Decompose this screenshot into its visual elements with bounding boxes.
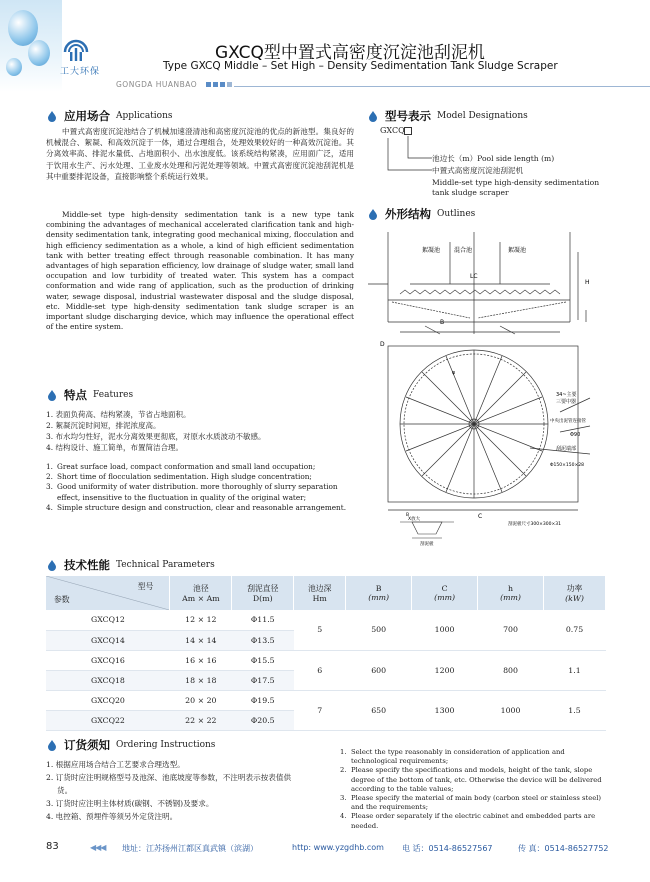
label-bottom-2: 刮泥板尺寸300×300×31 (508, 522, 561, 527)
water-drop-icon (46, 559, 58, 571)
label-floc-1: 絮凝池 (422, 247, 441, 254)
brand-bar (116, 78, 650, 92)
water-drop-icon (46, 739, 58, 751)
list-item: 2. 订货时应注明规格型号及池深、池底坡度等参数，不注明表示按表值供货。 (46, 773, 292, 795)
list-item: 1. 表面负荷高、结构紧凑，节省占地面积。 (46, 410, 191, 419)
table-row: GXCQ12 12 × 12 Φ11.5 5 500 1000 700 0.75 (46, 610, 606, 630)
table-header-corner: 型号 参数 (46, 576, 170, 610)
table-row: GXCQ16 16 × 16 Φ15.5 6 600 1200 800 1.1 (46, 650, 606, 670)
table-header: B (mm) (346, 576, 412, 610)
params-heading (46, 557, 215, 573)
page-title-cn: GXCQ型中置式高密度沉淀池刮泥机 (215, 43, 485, 63)
water-drop-icon (46, 110, 58, 122)
table-header-row (46, 576, 606, 610)
brand-text: GONGDA HUANBAO (116, 80, 198, 89)
water-splash-image (0, 0, 62, 92)
list-item: 2. Please specify the specifications and models, height of the tank, slope degree of the bottom of tank, etc. Otherwise the device will be delivered according to the table values; (340, 766, 602, 793)
plan-view (388, 346, 590, 510)
applications-heading (46, 108, 173, 124)
water-drop-icon (367, 208, 379, 220)
features-list-en (46, 462, 346, 513)
table-row: GXCQ18 18 × 18 Φ17.5 (46, 670, 606, 690)
params-table (46, 576, 606, 731)
label-floc-2: 絮凝池 (508, 247, 527, 254)
label-mix: 混合池 (454, 247, 473, 254)
params-title-en: Technical Parameters (116, 560, 215, 570)
ordering-heading (46, 737, 215, 753)
ordering-list-en (340, 748, 610, 831)
model-heading (367, 108, 528, 124)
table-row: GXCQ20 20 × 20 Φ19.5 7 650 1300 1000 1.5 (46, 690, 606, 710)
params-title-cn: 技术性能 (64, 558, 110, 572)
table-row: GXCQ22 22 × 22 Φ20.5 (46, 710, 606, 730)
list-item: 4. Please order separately if the electric cabinet and embedded parts are needed. (340, 812, 596, 830)
ordering-title-cn: 订货须知 (64, 738, 110, 752)
label-side-4: Φ90 (570, 432, 581, 438)
model-desc-1: 池边长（m）Pool side length (m) (432, 154, 555, 163)
page-title-en: Type GXCQ Middle – Set High – Density Sedimentation Tank Sludge Scraper (163, 60, 558, 72)
table-header: 功率 (kW) (544, 576, 606, 610)
hatch-rake (400, 290, 560, 294)
label-b: B (440, 319, 445, 326)
label-side-3: 中央出泥管连接管 (550, 419, 586, 424)
list-item: 2. 絮凝沉淀时间短，排泥浓度高。 (46, 421, 161, 430)
list-item: 3. Good uniformity of water distribution. more thoroughly of slurry separation effect, insensitive to the fluctuation in quality of the original water; (46, 482, 338, 502)
features-title-cn: 特点 (64, 388, 87, 402)
table-header: 池径 Am × Am (170, 576, 232, 610)
label-bottom-4: 刮泥板 (420, 542, 434, 547)
label-bottom-1: B (406, 513, 410, 518)
water-drop-icon (46, 389, 58, 401)
label-d: D (380, 341, 385, 348)
list-item: 4. Simple structure design and construction, clear and reasonable arrangement. (46, 502, 347, 512)
model-leader-lines (380, 134, 440, 180)
model-title-cn: 型号表示 (385, 109, 431, 123)
label-bottom-3: X放大 (408, 517, 421, 522)
ordering-list-cn (46, 758, 306, 823)
label-lc: LC (470, 273, 478, 280)
label-side-6: Φ150×150×28 (550, 463, 584, 468)
company-logo-icon (62, 38, 90, 64)
outlines-heading (367, 206, 475, 222)
list-item: 2. Short time of flocculation sedimentation. High sludge concentration; (46, 472, 312, 482)
arrows-icon: ◀◀◀ (90, 843, 106, 852)
footer-phone: 电 话：0514-86527567 (402, 844, 493, 853)
table-header: 刮泥直径 D(m) (232, 576, 294, 610)
page-number: 83 (46, 841, 59, 852)
footer (0, 840, 650, 858)
logo-text: 工大环保 (60, 67, 101, 77)
footer-website[interactable]: http: www.yzgdhb.com (292, 843, 384, 852)
ordering-title-en: Ordering Instructions (116, 740, 216, 750)
footer-address: 地址：江苏扬州江都区真武镇（滨湖） (122, 844, 258, 853)
footer-fax: 传 真：0514-86527752 (518, 844, 609, 853)
table-header: C (mm) (412, 576, 478, 610)
list-item: 1. Select the type reasonably in consideration of application and technological requirements; (340, 748, 565, 766)
table-header: h (mm) (478, 576, 544, 610)
list-item: 3. Please specify the material of main body (carbon steel or stainless steel) and the requirements; (340, 794, 602, 812)
applications-text-en: Middle-set type high-density sedimentation tank is a new type tank combining the advantages of mechanical accelerated clarification tank and high-density sedimentation tank, integrating good mechanical mixing, flocculation and high efficiency sedimentation as a whole, a kind of high efficient sedimentation tank with better treating effect through reasonable combination. It has many advantages of high separation efficiency, low drainage of sludge water, small land occupation and low turbidity of treated water. This system has a compact conformation and wide rang of application, such as the production of drinking water, sewage disposal, industrial wastewater disposal and the sludge disposal, etc. Middle-set type high-density sedimentation tank sludge scraper is an important sludge discharging device, which may influence the operational effect of the entire system. (46, 210, 354, 332)
scraper-detail (400, 522, 454, 538)
label-side-5: 刮泥端部 (556, 446, 577, 452)
features-title-en: Features (93, 390, 134, 400)
model-title-en: Model Designations (437, 111, 528, 121)
label-side-2: 三要中器 (556, 399, 577, 405)
outline-drawing (360, 222, 610, 547)
label-c: C (478, 513, 483, 520)
side-elevation (368, 232, 586, 334)
list-item: 1. 根据应用场合结合工艺要求合理选型。 (46, 760, 185, 769)
model-desc-3: Middle-set type high-density sedimentation tank sludge scraper (432, 178, 600, 197)
outlines-title-en: Outlines (437, 209, 476, 219)
outlines-title-cn: 外形结构 (385, 207, 431, 221)
features-list-cn (46, 409, 346, 453)
model-desc-2: 中置式高密度沉淀池刮泥机 (432, 166, 524, 175)
water-drop-icon (367, 110, 379, 122)
list-item: 4. 结构设计、施工简单，布置简洁合理。 (46, 443, 184, 452)
list-item: 4. 电控箱、预埋件等须另外定货注明。 (46, 812, 178, 821)
label-h: H (585, 279, 590, 286)
applications-title-cn: 应用场合 (64, 109, 110, 123)
applications-text-cn: 中置式高密度沉淀池结合了机械加速澄清池和高密度沉淀池的优点的新池型。集良好的机械混合、絮凝、和高效沉淀于一体，通过合理组合，处理效果较好的一种高效沉淀池。其分离效率高、排泥水量低、占地面积小、出水浊度低。该系统结构紧凑，应用面广泛，适用于饮用水生产、污水处理、工业废水处理和污泥处理等领域。中置式高密度沉淀池刮泥机是其中重要排泥设备，直接影响整个系统运行效果。 (46, 127, 354, 181)
features-heading (46, 387, 133, 403)
model-code: GXCQ (380, 126, 405, 135)
list-item: 3. 布水均匀性好，泥水分离效果更彻底，对原水水质波动不敏感。 (46, 432, 266, 441)
list-item: 1. Great surface load, compact conformation and small land occupation; (46, 462, 316, 471)
list-item: 3. 订货时应注明主体材质(碳钢、不锈钢)及要求。 (46, 799, 214, 808)
table-header: 池边深 Hm (294, 576, 346, 610)
table-row: GXCQ14 14 × 14 Φ13.5 (46, 630, 606, 650)
applications-title-en: Applications (116, 111, 173, 121)
label-diameter: φ (452, 370, 456, 376)
label-side-1: 34~主要 (556, 392, 577, 398)
